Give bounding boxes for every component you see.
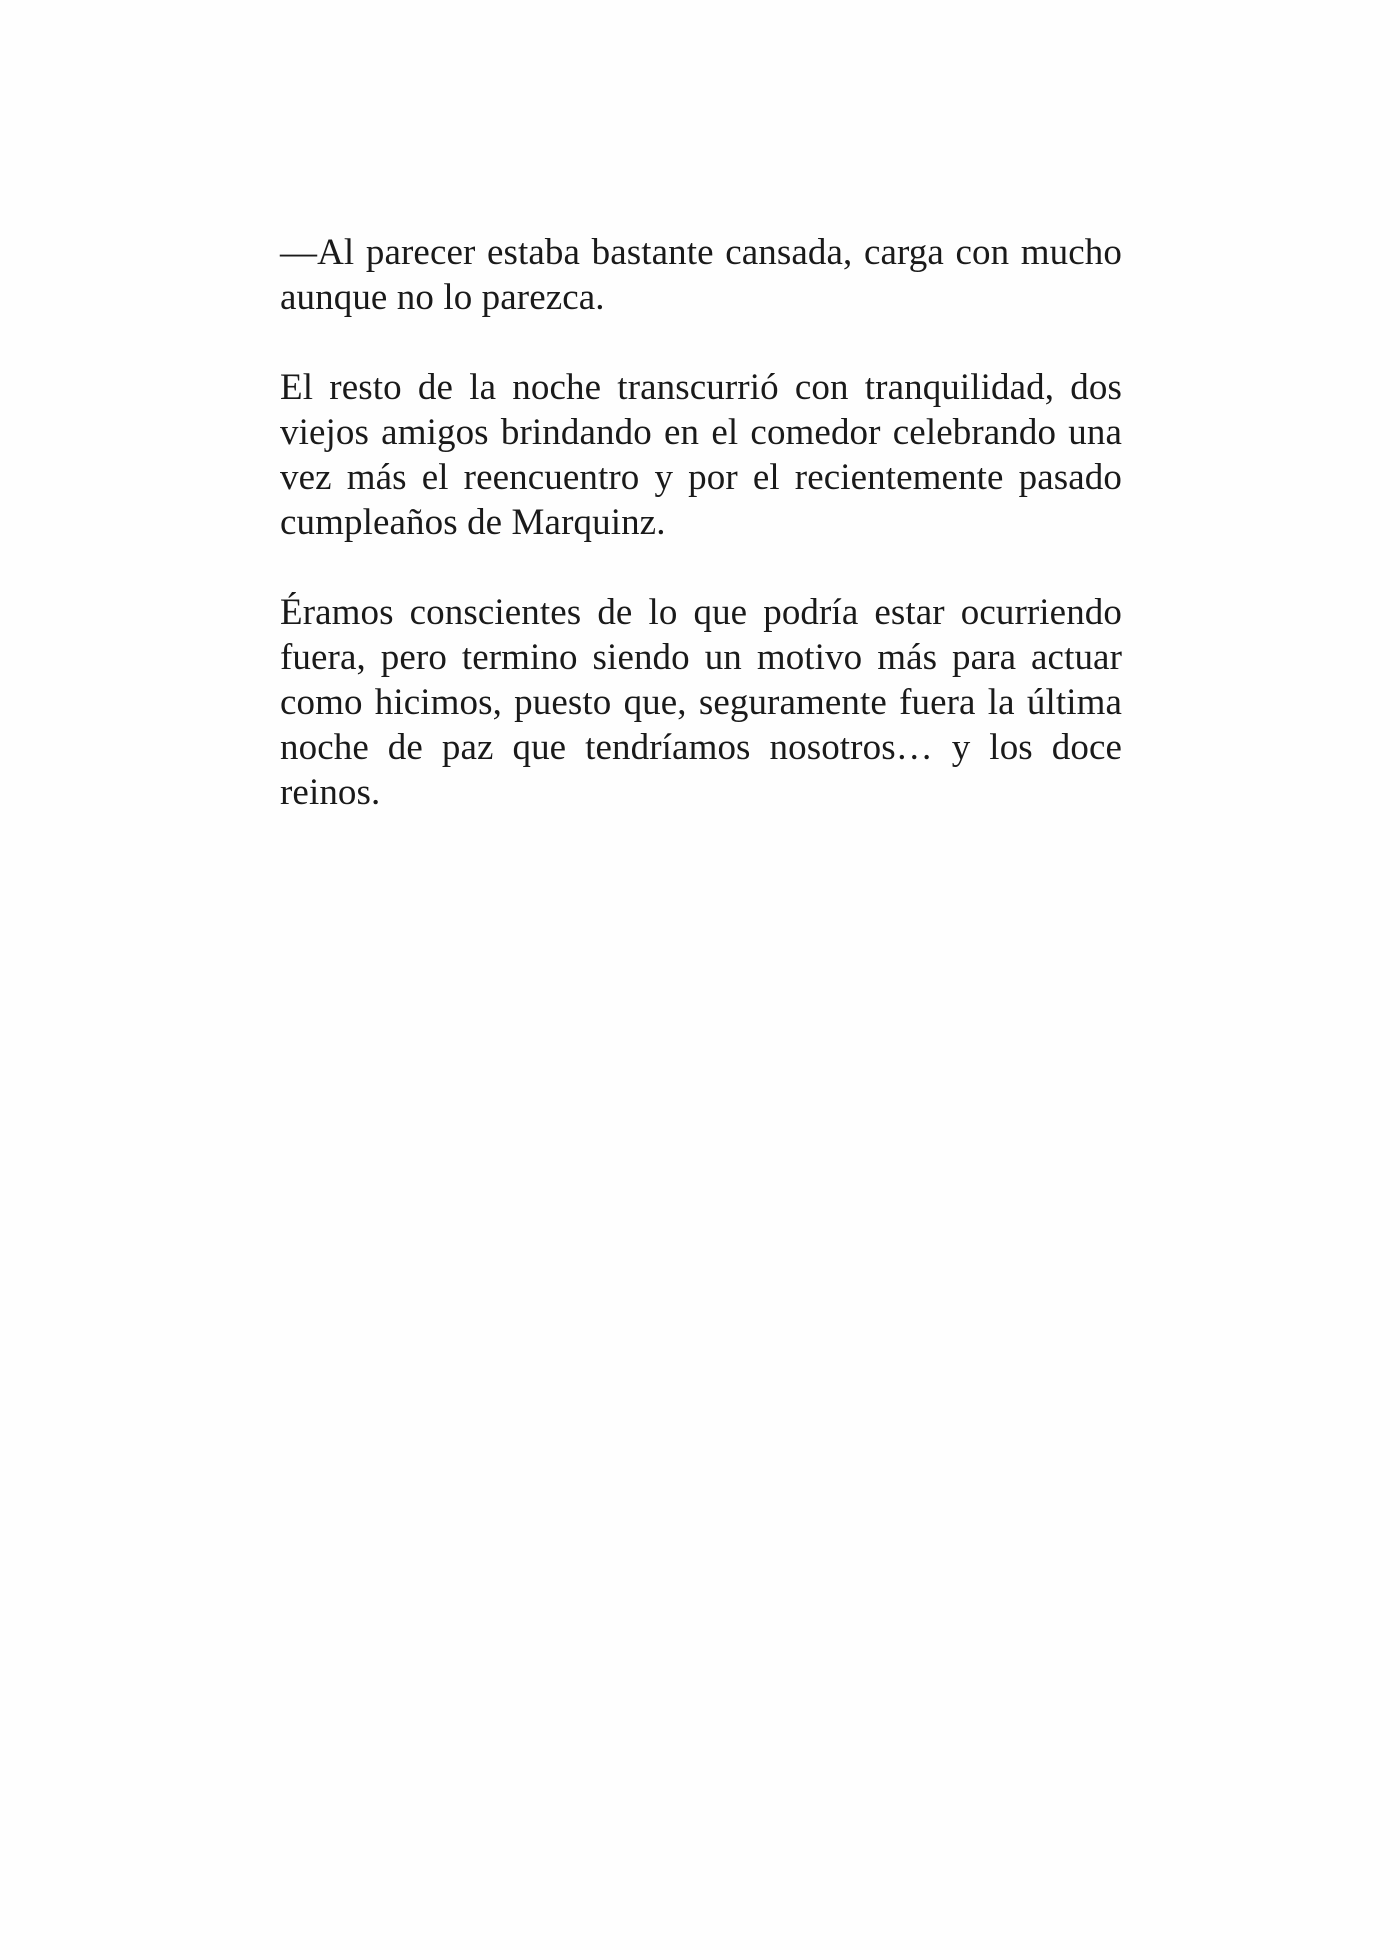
paragraph-2: El resto de la noche transcurrió con tranquilidad, dos viejos amigos brindando en el comedor celebrando una vez más el reencuentro y por el recientemente pasado cumpleaños de Marquinz. xyxy=(280,367,1122,543)
body-text xyxy=(280,230,1122,815)
paragraph-1: —Al parecer estaba bastante cansada, carga con mucho aunque no lo parezca. xyxy=(280,232,1122,318)
paragraph-3: Éramos conscientes de lo que podría estar ocurriendo fuera, pero termino siendo un motivo más para actuar como hicimos, puesto que, seguramente fuera la última noche de paz que tendríamos nosotros… y los doce reinos. xyxy=(280,592,1122,813)
